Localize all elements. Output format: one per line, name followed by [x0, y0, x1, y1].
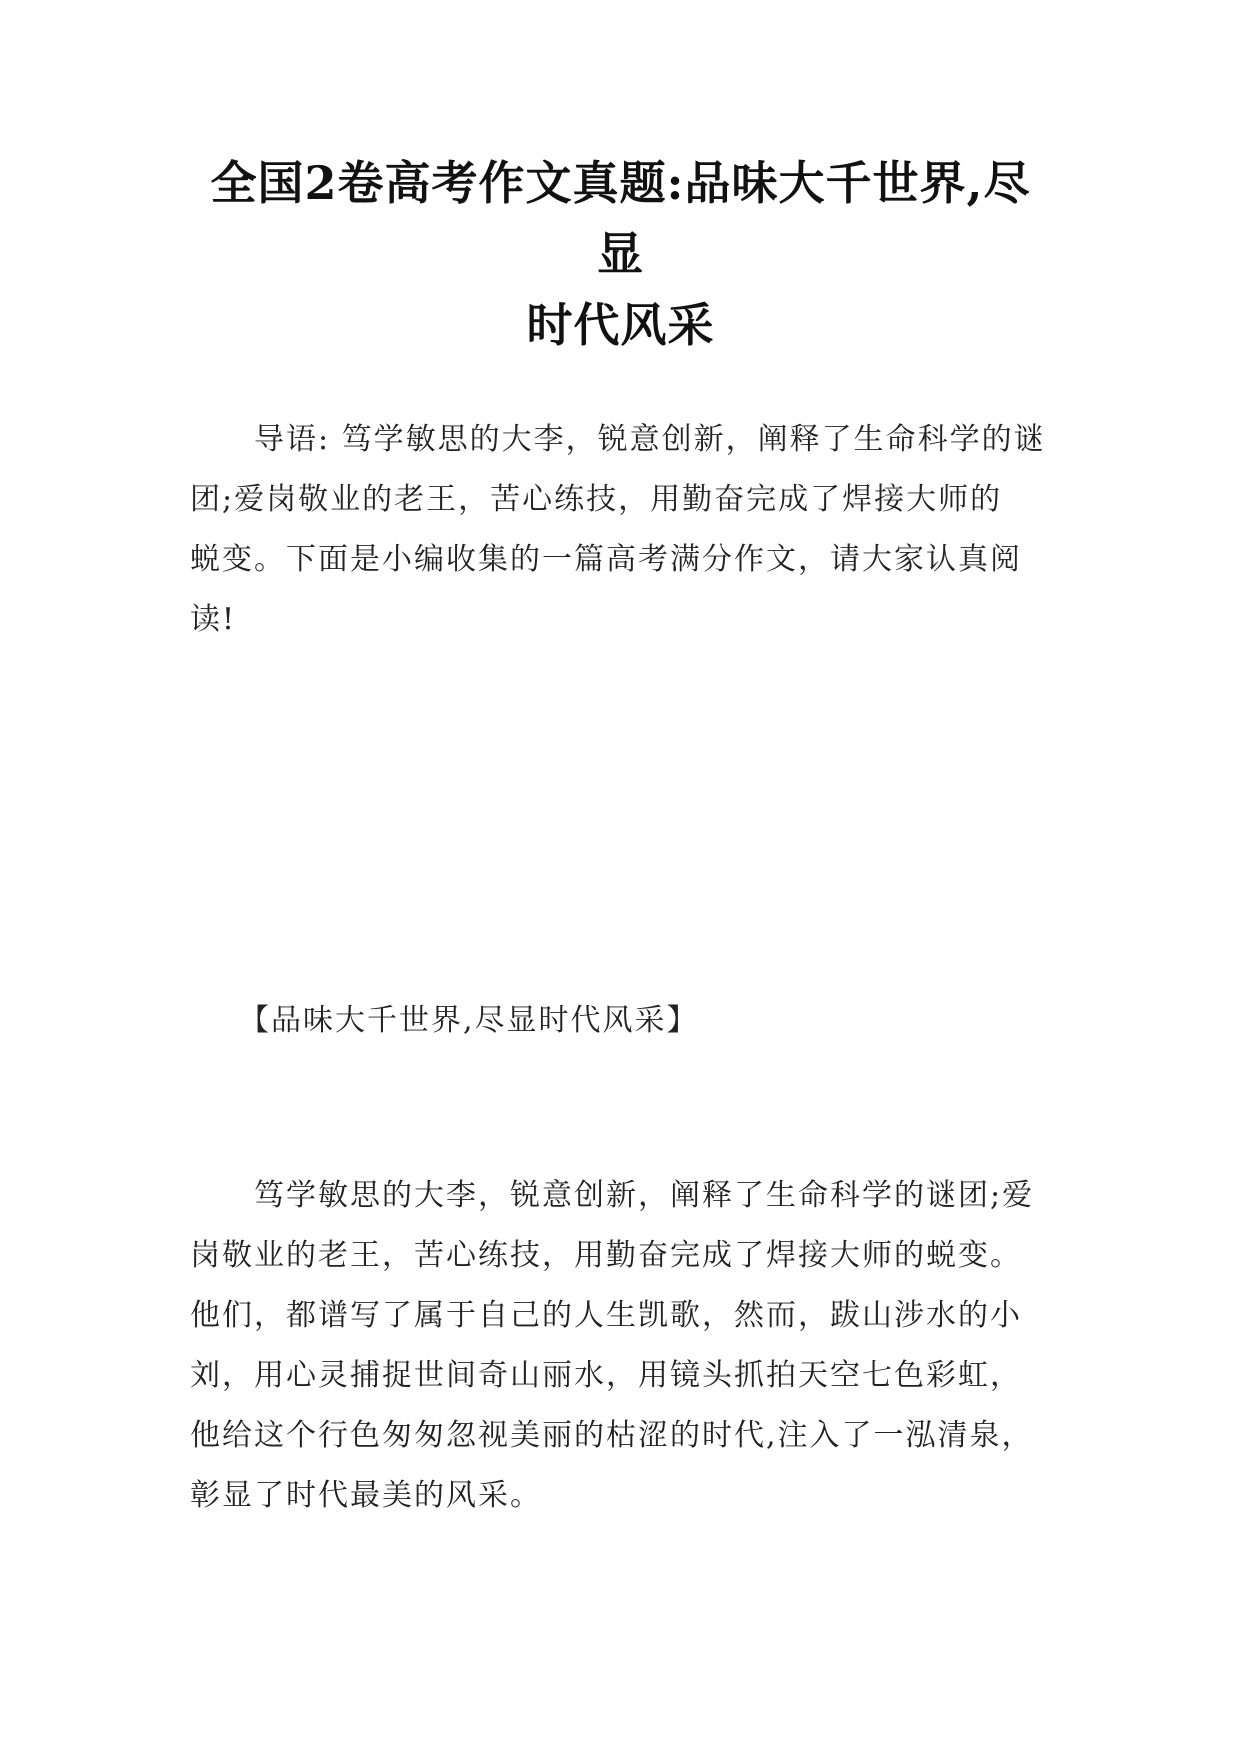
- body-line: 岗敬业的老王，苦心练技，用勤奋完成了焊接大师的蜕变。: [190, 1238, 1022, 1273]
- intro-line: 团;爱岗敬业的老王，苦心练技，用勤奋完成了焊接大师的: [190, 482, 1003, 517]
- intro-line: 读!: [190, 602, 237, 637]
- intro-paragraph: [190, 410, 1051, 650]
- intro-line: 蜕变。下面是小编收集的一篇高考满分作文，请大家认真阅: [190, 542, 1022, 577]
- title-line-1: 全国2卷高考作文真题:品味大千世界,尽显: [210, 156, 1031, 281]
- section-heading: [190, 991, 1051, 1051]
- title-line-2: 时代风采: [526, 298, 715, 352]
- body-line: 刘，用心灵捕捉世间奇山丽水，用镜头抓拍天空七色彩虹，: [190, 1358, 1022, 1393]
- body-line: 彰显了时代最美的风采。: [190, 1478, 542, 1513]
- body-line: 他给这个行色匆匆忽视美丽的枯涩的时代,注入了一泓清泉，: [190, 1418, 1034, 1453]
- body-line: 他们，都谱写了属于自己的人生凯歌，然而，跋山涉水的小: [190, 1298, 1022, 1333]
- body-paragraph: [190, 1166, 1051, 1526]
- section-heading-text: 【品味大千世界,尽显时代风采】: [190, 1003, 699, 1038]
- intro-line: 导语: 笃学敏思的大李，锐意创新，阐释了生命科学的谜: [190, 422, 1046, 457]
- body-line: 笃学敏思的大李，锐意创新，阐释了生命科学的谜团;爱: [190, 1178, 1035, 1213]
- document-title: [190, 148, 1051, 361]
